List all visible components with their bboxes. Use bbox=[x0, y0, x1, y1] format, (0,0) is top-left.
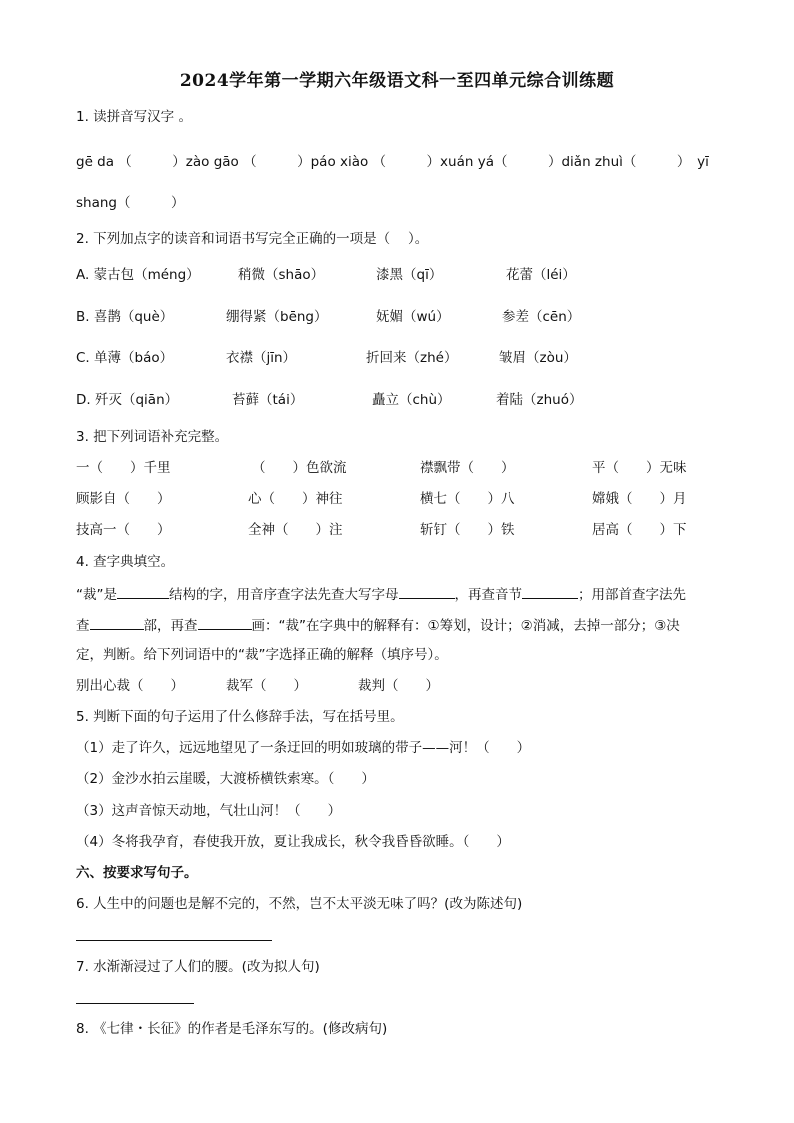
q2-option-d-3: 矗立（chù） bbox=[372, 392, 451, 408]
q4-stem: 4. 查字典填空。 bbox=[76, 554, 175, 570]
q5-item: （2）金沙水拍云崖暖，大渡桥横铁索寒。（ ） bbox=[76, 771, 375, 787]
q3-idiom: （ ）色欲流 bbox=[252, 460, 347, 476]
q5-item: （4）冬将我孕育，春使我开放，夏让我成长，秋令我昏昏欲睡。（ ） bbox=[76, 834, 510, 850]
q2-stem: 2. 下列加点字的读音和词语书写完全正确的一项是（ ）。 bbox=[76, 231, 429, 247]
q3-idiom: 顾影自（ ） bbox=[76, 491, 171, 507]
q7-answer-line[interactable] bbox=[76, 1003, 194, 1004]
answer-blank[interactable] bbox=[522, 584, 578, 599]
q3-idiom: 居高（ ）下 bbox=[592, 522, 687, 538]
q6-answer-line[interactable] bbox=[76, 940, 272, 941]
q7-stem: 7. 水渐渐浸过了人们的腰。(改为拟人句) bbox=[76, 959, 320, 975]
q2-option-b-3: 妩媚（wú） bbox=[376, 309, 450, 325]
q2-option-c-2: 衣襟（jīn） bbox=[226, 350, 297, 366]
q3-stem: 3. 把下列词语补充完整。 bbox=[76, 429, 229, 445]
q4-paragraph-line-3: 定，判断。给下列词语中的“裁”字选择正确的解释（填序号）。 bbox=[76, 647, 448, 663]
q6-stem: 6. 人生中的问题也是解不完的，不然，岂不太平淡无味了吗？(改为陈述句) bbox=[76, 896, 523, 912]
q1-pinyin-line-1: gē da （ ）zào gāo （ ）páo xiào （ ）xuán yá（ ）diǎn zhuì（ ） yī bbox=[76, 154, 709, 170]
q2-option-a-2: 稍微（shāo） bbox=[238, 267, 325, 283]
q4-paragraph-line-1: “裁”是 结构的字，用音序查字法先查大写字母 ，再查音节 ；用部首查字法先 bbox=[76, 584, 686, 604]
q2-option-a-3: 漆黑（qī） bbox=[376, 267, 443, 283]
q2-option-b-4: 参差（cēn） bbox=[502, 309, 581, 325]
q1-stem: 1. 读拼音写汉字 。 bbox=[76, 109, 192, 125]
q2-option-a-1: A. 蒙古包（méng） bbox=[76, 267, 200, 283]
q2-option-b-1: B. 喜鹊（què） bbox=[76, 309, 174, 325]
q2-option-c-4: 皱眉（zòu） bbox=[499, 350, 577, 366]
answer-blank[interactable] bbox=[198, 615, 252, 630]
q3-idiom: 全神（ ）注 bbox=[248, 522, 343, 538]
q4-word: 别出心裁（ ） bbox=[76, 678, 184, 694]
q2-option-d-4: 着陆（zhuó） bbox=[496, 392, 583, 408]
q2-option-d-1: D. 歼灭（qiān） bbox=[76, 392, 179, 408]
q3-idiom: 斩钉（ ）铁 bbox=[420, 522, 515, 538]
q3-idiom: 襟飘带（ ） bbox=[420, 460, 515, 476]
q3-idiom: 横七（ ）八 bbox=[420, 491, 515, 507]
q4-word: 裁判（ ） bbox=[358, 678, 439, 694]
q1-pinyin-line-2: shang（ ） bbox=[76, 195, 185, 211]
answer-blank[interactable] bbox=[90, 615, 144, 630]
q4-word: 裁军（ ） bbox=[226, 678, 307, 694]
q3-idiom: 嫦娥（ ）月 bbox=[592, 491, 687, 507]
q5-stem: 5. 判断下面的句子运用了什么修辞手法，写在括号里。 bbox=[76, 709, 404, 725]
q3-idiom: 心（ ）神往 bbox=[248, 491, 343, 507]
page-title: 2024学年第一学期六年级语文科一至四单元综合训练题 bbox=[179, 71, 615, 91]
q3-idiom: 技高一（ ） bbox=[76, 522, 171, 538]
q4-paragraph-line-2: 查 部，再查 画：“裁”在字典中的解释有：①筹划，设计；②消减，去掉一部分；③决 bbox=[76, 615, 680, 635]
q5-item: （3）这声音惊天动地，气壮山河！（ ） bbox=[76, 803, 342, 819]
q2-option-b-2: 绷得紧（bēng） bbox=[226, 309, 328, 325]
answer-blank[interactable] bbox=[117, 584, 169, 599]
q3-idiom: 平（ ）无味 bbox=[592, 460, 687, 476]
answer-blank[interactable] bbox=[399, 584, 455, 599]
q2-option-a-4: 花蕾（léi） bbox=[506, 267, 576, 283]
q2-option-c-1: C. 单薄（báo） bbox=[76, 350, 174, 366]
q3-idiom: 一（ ）千里 bbox=[76, 460, 171, 476]
section-heading: 六、按要求写句子。 bbox=[76, 865, 198, 881]
q2-option-c-3: 折回来（zhé） bbox=[366, 350, 458, 366]
q8-stem: 8. 《七律・长征》的作者是毛泽东写的。(修改病句) bbox=[76, 1021, 388, 1037]
q5-item: （1）走了许久，远远地望见了一条迂回的明如玻璃的带子——河！（ ） bbox=[76, 740, 531, 756]
q2-option-d-2: 苔藓（tái） bbox=[232, 392, 304, 408]
